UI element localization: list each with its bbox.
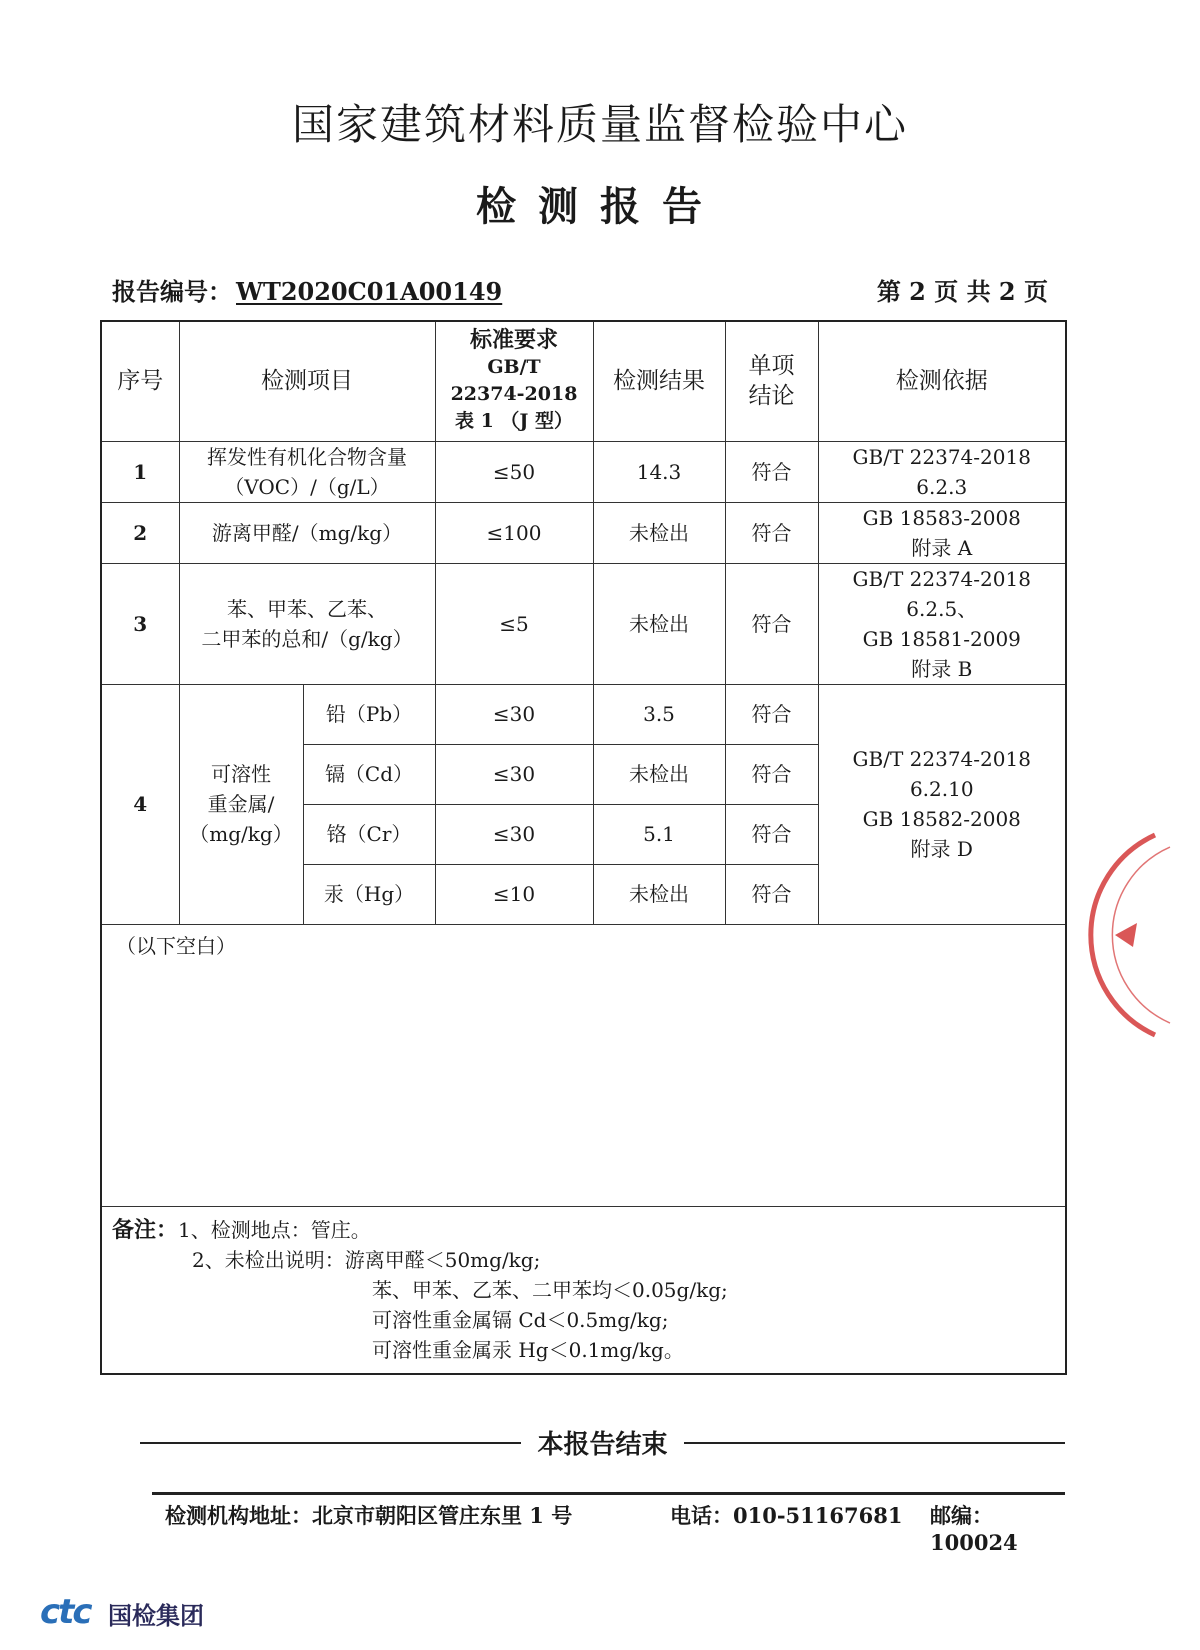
notes-row (101, 1206, 1066, 1374)
row4c-requirement: ≤30 (435, 804, 593, 864)
report-number (112, 272, 502, 307)
note-5: 可溶性重金属汞 Hg＜0.1mg/kg。 (372, 1337, 684, 1362)
footer-zip: 邮编：100024 (930, 1503, 1018, 1555)
row1-seq: 1 (101, 441, 179, 502)
row2-seq: 2 (101, 502, 179, 563)
row3-seq: 3 (101, 563, 179, 684)
row4a-result: 3.5 (593, 684, 725, 744)
note-3: 苯、甲苯、乙苯、二甲苯均＜0.05g/kg; (372, 1277, 728, 1302)
results-table (100, 320, 1067, 1375)
row2-basis-line1: GB 18583-2008 (862, 505, 1021, 530)
header-standard (435, 321, 593, 441)
note-1: 1、检测地点：管庄。 (178, 1217, 371, 1242)
row4-group-line2: 重金属/ (207, 792, 275, 816)
row1-basis-line1: GB/T 22374-2018 (852, 444, 1031, 469)
official-seal-icon (1075, 815, 1200, 1045)
row2-basis (818, 502, 1066, 563)
row4-basis-line4: 附录 D (910, 837, 973, 861)
header-std-line3: 22374-2018 (450, 383, 578, 406)
row3-basis-line2: 6.2.5、 (906, 596, 978, 621)
row1-item-line2: （VOC）/（g/L） (224, 474, 390, 499)
header-conclusion (725, 321, 818, 441)
row1-requirement: ≤50 (435, 441, 593, 502)
table-row (101, 684, 1066, 744)
end-text: 本报告结束 (521, 1430, 683, 1460)
row4b-name: 镉（Cd） (303, 744, 435, 804)
footer-address: 检测机构地址：北京市朝阳区管庄东里 1 号 (165, 1503, 573, 1528)
report-number-label: 报告编号： (112, 277, 232, 306)
row2-requirement: ≤100 (435, 502, 593, 563)
table-row (101, 441, 1066, 502)
row2-item: 游离甲醛/（mg/kg） (179, 502, 435, 563)
header-result: 检测结果 (593, 321, 725, 441)
row3-item (179, 563, 435, 684)
page-info: 第 2 页 共 2 页 (876, 277, 1048, 306)
header-concl-line1: 单项 (748, 353, 795, 380)
table-row (101, 563, 1066, 684)
note-4: 可溶性重金属镉 Cd＜0.5mg/kg; (372, 1307, 669, 1332)
row4-group-line3: （mg/kg） (189, 822, 293, 846)
row4a-requirement: ≤30 (435, 684, 593, 744)
row4d-conclusion: 符合 (725, 864, 818, 924)
row4b-requirement: ≤30 (435, 744, 593, 804)
table-header-row (101, 321, 1066, 441)
blank-area-row (101, 924, 1066, 1206)
row4b-conclusion: 符合 (725, 744, 818, 804)
header-item: 检测项目 (179, 321, 435, 441)
row1-basis (818, 441, 1066, 502)
footer-tel: 电话：010-51167681 (670, 1503, 903, 1528)
logo-mark: ctc (40, 1592, 91, 1632)
notes (101, 1206, 1066, 1374)
row1-result: 14.3 (593, 441, 725, 502)
row1-item (179, 441, 435, 502)
row4-group (179, 684, 303, 924)
row1-basis-line2: 6.2.3 (916, 474, 968, 499)
logo-text: 国检集团 (108, 1602, 204, 1630)
row4-basis-line1: GB/T 22374-2018 (852, 747, 1031, 771)
row4c-name: 铬（Cr） (303, 804, 435, 864)
row3-result: 未检出 (593, 563, 725, 684)
row4-basis-line2: 6.2.10 (909, 777, 974, 801)
note-2: 2、未检出说明：游离甲醛＜50mg/kg; (192, 1247, 541, 1272)
row2-conclusion: 符合 (725, 502, 818, 563)
header-std-line4: 表 1 （J 型） (454, 410, 574, 433)
row3-basis (818, 563, 1066, 684)
blank-note: （以下空白） (101, 924, 1066, 1206)
row3-item-line2: 二甲苯的总和/（g/kg） (201, 626, 413, 651)
doc-title: 检测报告 (476, 183, 724, 230)
row4-basis-line3: GB 18582-2008 (862, 807, 1021, 831)
row4d-requirement: ≤10 (435, 864, 593, 924)
header-std-line1: 标准要求 (469, 327, 558, 354)
row4d-name: 汞（Hg） (303, 864, 435, 924)
row3-item-line1: 苯、甲苯、乙苯、 (227, 596, 387, 621)
row4a-conclusion: 符合 (725, 684, 818, 744)
end-text-wrap (140, 1424, 1065, 1461)
row4d-result: 未检出 (593, 864, 725, 924)
table-row (101, 502, 1066, 563)
row4-seq: 4 (101, 684, 179, 924)
footer-divider (152, 1492, 1065, 1495)
org-title: 国家建筑材料质量监督检验中心 (291, 100, 908, 149)
row1-conclusion: 符合 (725, 441, 818, 502)
row1-item-line1: 挥发性有机化合物含量 (207, 444, 407, 469)
row4a-name: 铅（Pb） (303, 684, 435, 744)
header-seq: 序号 (101, 321, 179, 441)
row3-basis-line1: GB/T 22374-2018 (852, 566, 1031, 591)
row4c-result: 5.1 (593, 804, 725, 864)
header-concl-line2: 结论 (748, 383, 795, 410)
row4-basis (818, 684, 1066, 924)
row2-basis-line2: 附录 A (911, 535, 973, 560)
row4-group-line1: 可溶性 (211, 762, 271, 786)
row3-conclusion: 符合 (725, 563, 818, 684)
row3-basis-line4: 附录 B (911, 656, 973, 681)
report-number-value: WT2020C01A00149 (236, 277, 503, 306)
row3-basis-line3: GB 18581-2009 (862, 626, 1021, 651)
header-std-line2: GB/T (487, 356, 541, 379)
row4c-conclusion: 符合 (725, 804, 818, 864)
row3-requirement: ≤5 (435, 563, 593, 684)
row4b-result: 未检出 (593, 744, 725, 804)
row2-result: 未检出 (593, 502, 725, 563)
header-basis: 检测依据 (818, 321, 1066, 441)
report-end (140, 1422, 1065, 1462)
notes-head: 备注： (112, 1216, 179, 1243)
